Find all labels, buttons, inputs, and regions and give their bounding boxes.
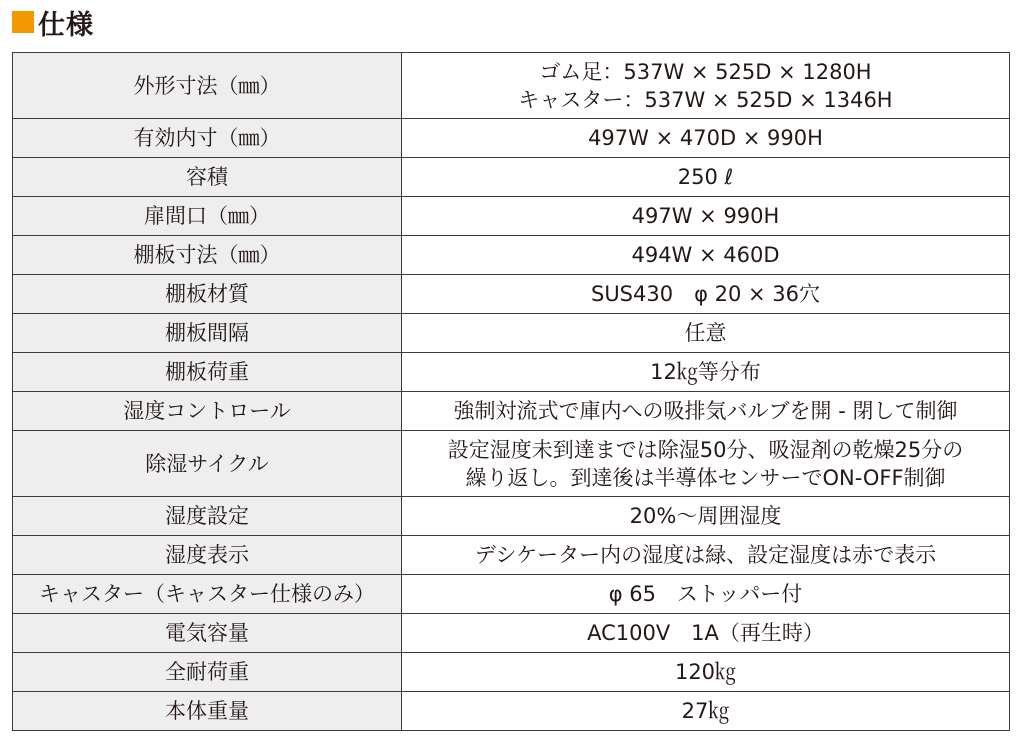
section-title: 仕様 bbox=[38, 9, 94, 41]
row-label-shelf-spacing: 棚板間隔 bbox=[13, 314, 402, 353]
table-row bbox=[13, 197, 1010, 236]
row-value-door-opening: 497W × 990H bbox=[402, 197, 1010, 236]
row-label-shelf-dimensions: 棚板寸法（㎜） bbox=[13, 236, 402, 275]
value-line: ゴム足：537W × 525D × 1280H bbox=[539, 59, 872, 84]
row-label-casters: キャスター（キャスター仕様のみ） bbox=[13, 575, 402, 614]
table-row bbox=[13, 275, 1010, 314]
table-row bbox=[13, 314, 1010, 353]
table-row bbox=[13, 236, 1010, 275]
value-line: キャスター：537W × 525D × 1346H bbox=[518, 87, 893, 112]
row-value-unit-weight: 27㎏ bbox=[402, 692, 1010, 731]
row-value-shelf-load: 12㎏等分布 bbox=[402, 353, 1010, 392]
row-label-volume: 容積 bbox=[13, 158, 402, 197]
row-value-power: AC100V 1A（再生時） bbox=[402, 614, 1010, 653]
table-row bbox=[13, 158, 1010, 197]
row-label-humidity-setting: 湿度設定 bbox=[13, 497, 402, 536]
row-label-outer-dimensions: 外形寸法（㎜） bbox=[13, 53, 402, 119]
row-value-shelf-spacing: 任意 bbox=[402, 314, 1010, 353]
value-line: 繰り返し。到達後は半導体センサーでON-OFF制御 bbox=[465, 465, 946, 490]
row-label-unit-weight: 本体重量 bbox=[13, 692, 402, 731]
row-label-door-opening: 扉間口（㎜） bbox=[13, 197, 402, 236]
orange-square-marker-icon bbox=[12, 11, 34, 33]
row-label-humidity-display: 湿度表示 bbox=[13, 536, 402, 575]
table-row bbox=[13, 353, 1010, 392]
table-row bbox=[13, 392, 1010, 431]
row-value-volume: 250 ℓ bbox=[402, 158, 1010, 197]
table-row bbox=[13, 497, 1010, 536]
row-label-dehumidify-cycle: 除湿サイクル bbox=[13, 431, 402, 497]
table-row bbox=[13, 536, 1010, 575]
row-value-shelf-dimensions: 494W × 460D bbox=[402, 236, 1010, 275]
row-label-shelf-material: 棚板材質 bbox=[13, 275, 402, 314]
spec-table bbox=[12, 52, 1010, 731]
section-header bbox=[12, 5, 94, 39]
row-label-inner-dimensions: 有効内寸（㎜） bbox=[13, 119, 402, 158]
row-label-power: 電気容量 bbox=[13, 614, 402, 653]
row-value-shelf-material: SUS430 φ 20 × 36穴 bbox=[402, 275, 1010, 314]
table-row bbox=[13, 119, 1010, 158]
row-value-outer-dimensions bbox=[402, 53, 1010, 119]
row-value-humidity-control: 強制対流式で庫内への吸排気バルブを開 - 閉して制御 bbox=[402, 392, 1010, 431]
row-value-inner-dimensions: 497W × 470D × 990H bbox=[402, 119, 1010, 158]
table-row bbox=[13, 614, 1010, 653]
row-value-humidity-setting: 20%〜周囲湿度 bbox=[402, 497, 1010, 536]
table-row bbox=[13, 575, 1010, 614]
row-label-shelf-load: 棚板荷重 bbox=[13, 353, 402, 392]
table-row bbox=[13, 692, 1010, 731]
row-label-humidity-control: 湿度コントロール bbox=[13, 392, 402, 431]
table-row bbox=[13, 431, 1010, 497]
table-row bbox=[13, 53, 1010, 119]
row-value-dehumidify-cycle bbox=[402, 431, 1010, 497]
row-value-total-load: 120㎏ bbox=[402, 653, 1010, 692]
row-label-total-load: 全耐荷重 bbox=[13, 653, 402, 692]
row-value-casters: φ 65 ストッパー付 bbox=[402, 575, 1010, 614]
row-value-humidity-display: デシケーター内の湿度は緑、設定湿度は赤で表示 bbox=[402, 536, 1010, 575]
value-line: 設定湿度未到達までは除湿50分、吸湿剤の乾燥25分の bbox=[447, 437, 964, 462]
table-row bbox=[13, 653, 1010, 692]
